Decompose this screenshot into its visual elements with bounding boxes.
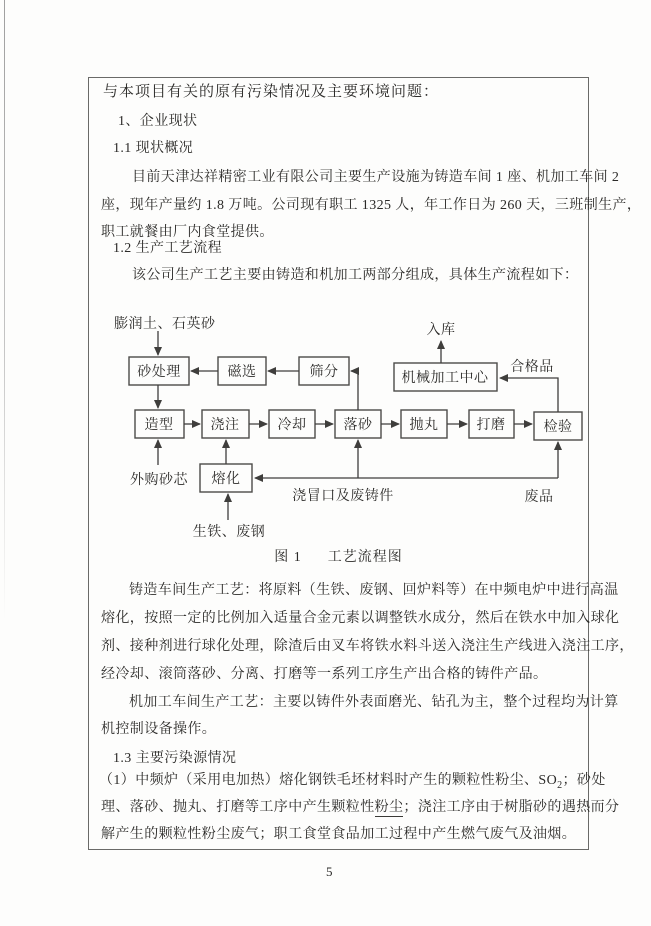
flow-box-sand-treatment	[129, 357, 189, 385]
label-bentonite-quartz-sand: 膨润土、石英砂	[114, 317, 216, 332]
paragraph-line: 解产生的颗粒性粉尘废气；职工食堂食品加工过程中产生燃气废气及油烟。	[101, 827, 577, 842]
figure-caption-title: 工艺流程图	[327, 550, 403, 565]
flow-box-cooling	[269, 410, 315, 438]
page-number: 5	[326, 864, 333, 879]
label-purchased-sand-cores: 外购砂芯	[130, 473, 188, 488]
flow-box-inspection	[534, 412, 582, 440]
so2-subscript: 2	[557, 779, 563, 791]
paragraph-line: 机加工车间生产工艺：主要以铸件外表面磨光、钻孔为主，整个过程均为计算	[129, 695, 619, 710]
paragraph-line: 职工就餐由厂内食堂提供。	[101, 225, 274, 240]
svg-text:机械加工中心: 机械加工中心	[401, 371, 489, 386]
scan-edge-line	[4, 0, 5, 620]
arrow-inspection-to-machining-center	[500, 378, 558, 412]
flow-box-molding	[135, 410, 184, 438]
label-qualified-products: 合格品	[510, 360, 554, 375]
svg-text:浇注: 浇注	[210, 418, 240, 433]
paragraph-line: 机控制设备操作。	[101, 722, 217, 737]
label-sprue-and-waste-castings: 浇冒口及废铸件	[292, 489, 394, 504]
svg-text:筛分: 筛分	[309, 365, 339, 380]
svg-text:冷却: 冷却	[277, 418, 307, 433]
svg-text:熔化: 熔化	[211, 472, 241, 487]
figure-caption	[89, 546, 588, 566]
document-table-border	[88, 77, 642, 850]
flow-box-shot-blasting	[401, 410, 447, 438]
heading-1-2: 1.2 生产工艺流程	[113, 241, 222, 256]
heading-1: 1、企业现状	[118, 114, 198, 129]
paragraph-line: 剂、接种剂进行球化处理，除渣后由叉车将铁水料斗送入浇注生产线进入浇注工序，	[101, 639, 634, 654]
svg-text:磁选: 磁选	[227, 365, 257, 380]
underlined-text: 粉尘	[374, 800, 404, 815]
flow-box-machining-center	[394, 363, 497, 391]
paragraph-line: 该公司生产工艺主要由铸造和机加工两部分组成，具体生产流程如下：	[132, 268, 579, 283]
doc-title: 与本项目有关的原有污染情况及主要环境问题：	[103, 84, 440, 100]
svg-text:造型: 造型	[144, 418, 174, 433]
flow-box-pouring	[202, 410, 249, 438]
flow-box-shakeout	[335, 410, 381, 438]
heading-1-3: 1.3 主要污染源情况	[113, 751, 237, 766]
paragraph-line: 座，现年产量约 1.8 万吨。公司现有职工 1325 人，年工作日为 260 天，三班制生产，	[101, 198, 642, 213]
flow-box-grinding	[469, 410, 514, 438]
paragraph-line: 理、落砂、抛丸、打磨等工序中产生颗粒性粉尘；浇注工序由于树脂砂的遇热而分	[101, 800, 620, 815]
arrow-shakeout-to-screening	[351, 371, 358, 410]
flow-box-melting	[200, 464, 252, 492]
label-pig-iron-scrap-steel: 生铁、废钢	[192, 525, 266, 540]
svg-text:检验: 检验	[543, 420, 573, 435]
paragraph-line: 目前天津达祥精密工业有限公司主要生产设施为铸造车间 1 座、机加工车间 2	[132, 170, 620, 185]
heading-1-1: 1.1 现状概况	[113, 141, 194, 156]
label-rejects: 废品	[524, 490, 554, 505]
paragraph-line: 经冷却、滚筒落砂、分离、打磨等一系列工序生产出合格的铸件产品。	[101, 667, 548, 682]
paragraph-line: 熔化，按照一定的比例加入适量合金元素以调整铁水成分，然后在铁水中加入球化	[101, 611, 620, 626]
process-flow-diagram	[89, 301, 588, 546]
svg-text:打磨: 打磨	[476, 418, 506, 433]
svg-text:抛丸: 抛丸	[409, 418, 439, 433]
flow-box-magnetic-separation	[218, 357, 266, 385]
svg-text:砂处理: 砂处理	[137, 365, 181, 380]
flow-box-screening	[299, 357, 349, 385]
svg-text:落砂: 落砂	[343, 418, 373, 433]
label-warehouse: 入库	[426, 323, 456, 338]
figure-caption-label: 图 1	[274, 550, 302, 565]
paragraph-line: （1）中频炉（采用电加热）熔化钢铁毛坯材料时产生的颗粒性粉尘、$SO_2$；砂处	[99, 773, 606, 791]
paragraph-line: 铸造车间生产工艺：将原料（生铁、废钢、回炉料等）在中频电炉中进行高温	[129, 583, 619, 598]
